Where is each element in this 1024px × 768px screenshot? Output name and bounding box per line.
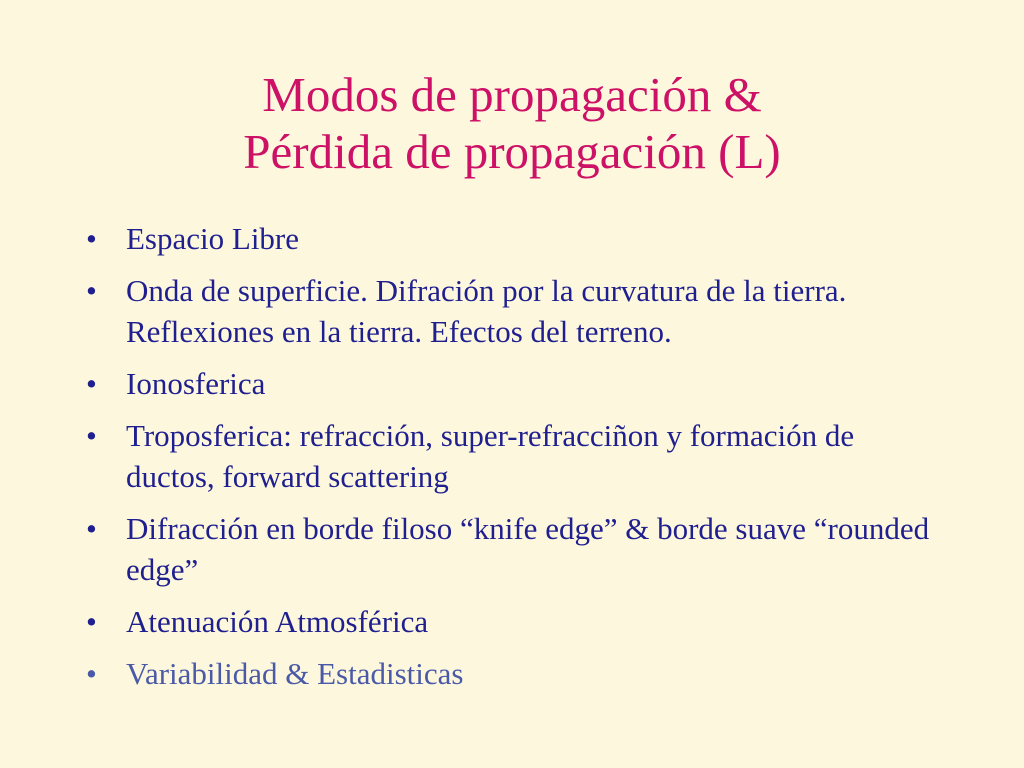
bullet-item-onda-de-superficie [86, 270, 946, 352]
bullet-text: Onda de superficie. Difración por la curvatura de la tierra. Reflexiones en la tierra. Efectos del terreno. [126, 273, 847, 349]
bullet-marker: • [86, 221, 97, 256]
bullet-marker: • [86, 656, 97, 691]
title-line-2: Pérdida de propagación (L) [243, 124, 781, 179]
bullet-text: Troposferica: refracción, super-refracciñon y formación de ductos, forward scattering [126, 418, 855, 494]
bullet-text: Variabilidad & Estadisticas [126, 656, 464, 691]
bullet-item-ionosferica [86, 363, 946, 404]
bullet-item-atenuacion [86, 601, 946, 642]
bullet-item-troposferica [86, 415, 946, 497]
bullet-list [86, 218, 946, 705]
bullet-text: Difracción en borde filoso “knife edge” & borde suave “rounded edge” [126, 511, 930, 587]
bullet-item-difraccion [86, 508, 946, 590]
bullet-marker: • [86, 604, 97, 639]
title-line-1: Modos de propagación & [262, 67, 762, 122]
bullet-item-variabilidad [86, 653, 946, 694]
bullet-text: Espacio Libre [126, 221, 300, 256]
bullet-marker: • [86, 366, 97, 401]
bullet-text: Atenuación Atmosférica [126, 604, 429, 639]
slide-title [0, 66, 1024, 180]
bullet-marker: • [86, 273, 97, 308]
bullet-text: Ionosferica [126, 366, 266, 401]
bullet-item-espacio-libre [86, 218, 946, 259]
bullet-marker: • [86, 511, 97, 546]
bullet-marker: • [86, 418, 97, 453]
